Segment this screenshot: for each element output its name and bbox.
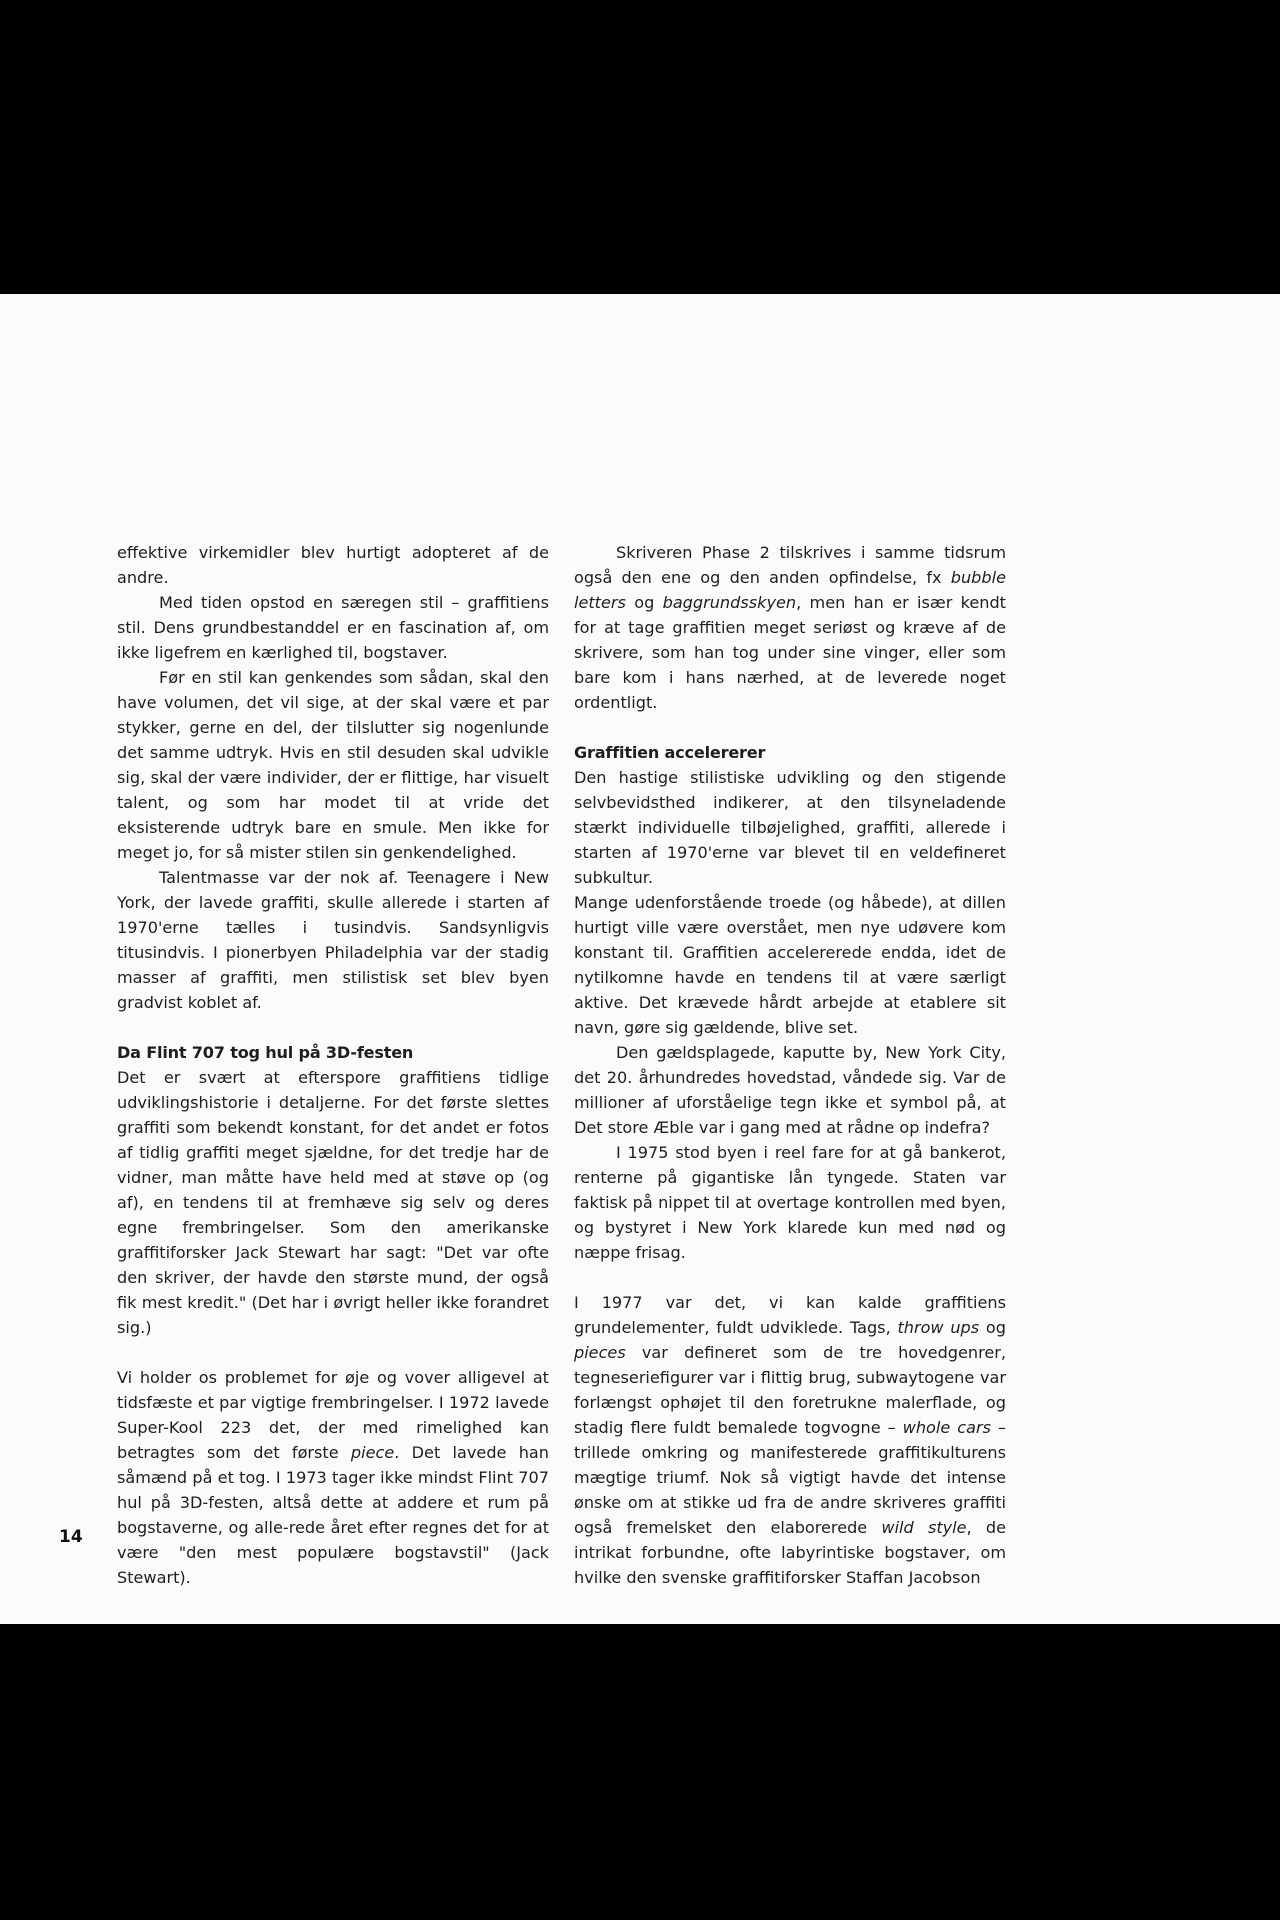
paragraph: effektive virkemidler blev hurtigt adopteret af de andre. <box>117 543 549 587</box>
paragraph: Med tiden opstod en særegen stil – graffitiens stil. Dens grundbestanddel er en fascination af, om ikke ligefrem en kærlighed til, bogstaver. <box>117 593 549 662</box>
paragraph: I 1975 stod byen i reel fare for at gå bankerot, renterne på gigantiske lån tyngede. Staten var faktisk på nippet til at overtage kontrollen med byen, og bystyret i New York klarede kun med nød og næppe frisag. <box>574 1143 1006 1262</box>
paragraph: Skriveren Phase 2 tilskrives i samme tidsrum også den ene og den anden opfindelse, fx bubble letters og baggrundsskyen, men han er især kendt for at tage graffitien meget seriøst og kræve af de skrivere, som han tog under sine vinger, eller som bare kom i hans nærhed, at de leverede noget ordentligt. <box>574 543 1006 712</box>
section-heading-flint: Da Flint 707 tog hul på 3D-festen <box>117 1043 414 1062</box>
paragraph: I 1977 var det, vi kan kalde graffitiens grundelementer, fuldt udviklede. Tags, throw ups og pieces var defineret som de tre hovedgenrer, tegneseriefigurer var i flittig brug, subwaytogene var forlængst ophøjet til den foretrukne malerflade, og stadig flere fuldt bemalede togvogne – whole cars – trillede omkring og manifesterede graffitikulturens mægtige triumf. Nok så vigtigt havde det intense ønske om at stikke ud fra de andre skriveres graffiti også fremelsket den elaborerede wild style, de intrikat forbundne, ofte labyrintiske bogstaver, om hvilke den svenske graffitiforsker Staffan Jacobson <box>574 1293 1006 1587</box>
section-heading-graffitien: Graffitien accelererer <box>574 743 766 762</box>
paragraph: Det er svært at efterspore graffitiens tidlige udviklingshistorie i detaljerne. For det første slettes graffiti som bekendt konstant, for det andet er fotos af tidlig graffiti meget sjældne, for det tredje har de vidner, man måtte have held med at støve op (og af), en tendens til at fremhæve sig selv og deres egne frembringelser. Som den amerikanske graffitiforsker Jack Stewart har sagt: "Det var ofte den skriver, der havde den største mund, der også fik mest kredit." (Det har i øvrigt heller ikke forandret sig.) <box>117 1068 549 1337</box>
paragraph: Før en stil kan genkendes som sådan, skal den have volumen, det vil sige, at der skal være et par stykker, gerne en del, der tilslutter sig nogenlunde det samme udtryk. Hvis en stil desuden skal udvikle sig, skal der være individer, der er flittige, har visuelt talent, og som har modet til at vride det eksisterende udtryk bare en smule. Men ikke for meget jo, for så mister stilen sin genkendelighed. <box>117 668 549 862</box>
paragraph: Mange udenforstående troede (og håbede), at dillen hurtigt ville være overstået, men nye udøvere kom konstant til. Graffitien accelererede endda, idet de nytilkomne havde en tendens til at være særligt aktive. Det krævede hårdt arbejde at etablere sit navn, gøre sig gældende, blive set. <box>574 893 1006 1037</box>
right-column <box>574 540 1006 1590</box>
paragraph: Den gældsplagede, kaputte by, New York City, det 20. århundredes hovedstad, våndede sig. Var de millioner af uforståelige tegn ikke et symbol på, at Det store Æble var i gang med at rådne op indefra? <box>574 1043 1006 1137</box>
book-page <box>0 294 1280 1624</box>
paragraph: Den hastige stilistiske udvikling og den stigende selvbevidsthed indikerer, at den tilsyneladende stærkt individuelle tilbøjelighed, graffiti, allerede i starten af 1970'erne var blevet til en veldefineret subkultur. <box>574 768 1006 887</box>
page-number: 14 <box>59 1527 83 1547</box>
paragraph: Talentmasse var der nok af. Teenagere i New York, der lavede graffiti, skulle allerede i starten af 1970'erne tælles i tusindvis. Sandsynligvis titusindvis. I pionerbyen Philadelphia var der stadig masser af graffiti, men stilistisk set blev byen gradvist koblet af. <box>117 868 549 1012</box>
left-column <box>117 540 549 1590</box>
paragraph: Vi holder os problemet for øje og vover alligevel at tidsfæste et par vigtige frembringelser. I 1972 lavede Super-Kool 223 det, der med rimelighed kan betragtes som det første piece. Det lavede han såmænd på et tog. I 1973 tager ikke mindst Flint 707 hul på 3D-festen, altså dette at addere et rum på bogstaverne, og alle-rede året efter regnes det for at være "den mest populære bogstavstil" (Jack Stewart). <box>117 1368 549 1587</box>
